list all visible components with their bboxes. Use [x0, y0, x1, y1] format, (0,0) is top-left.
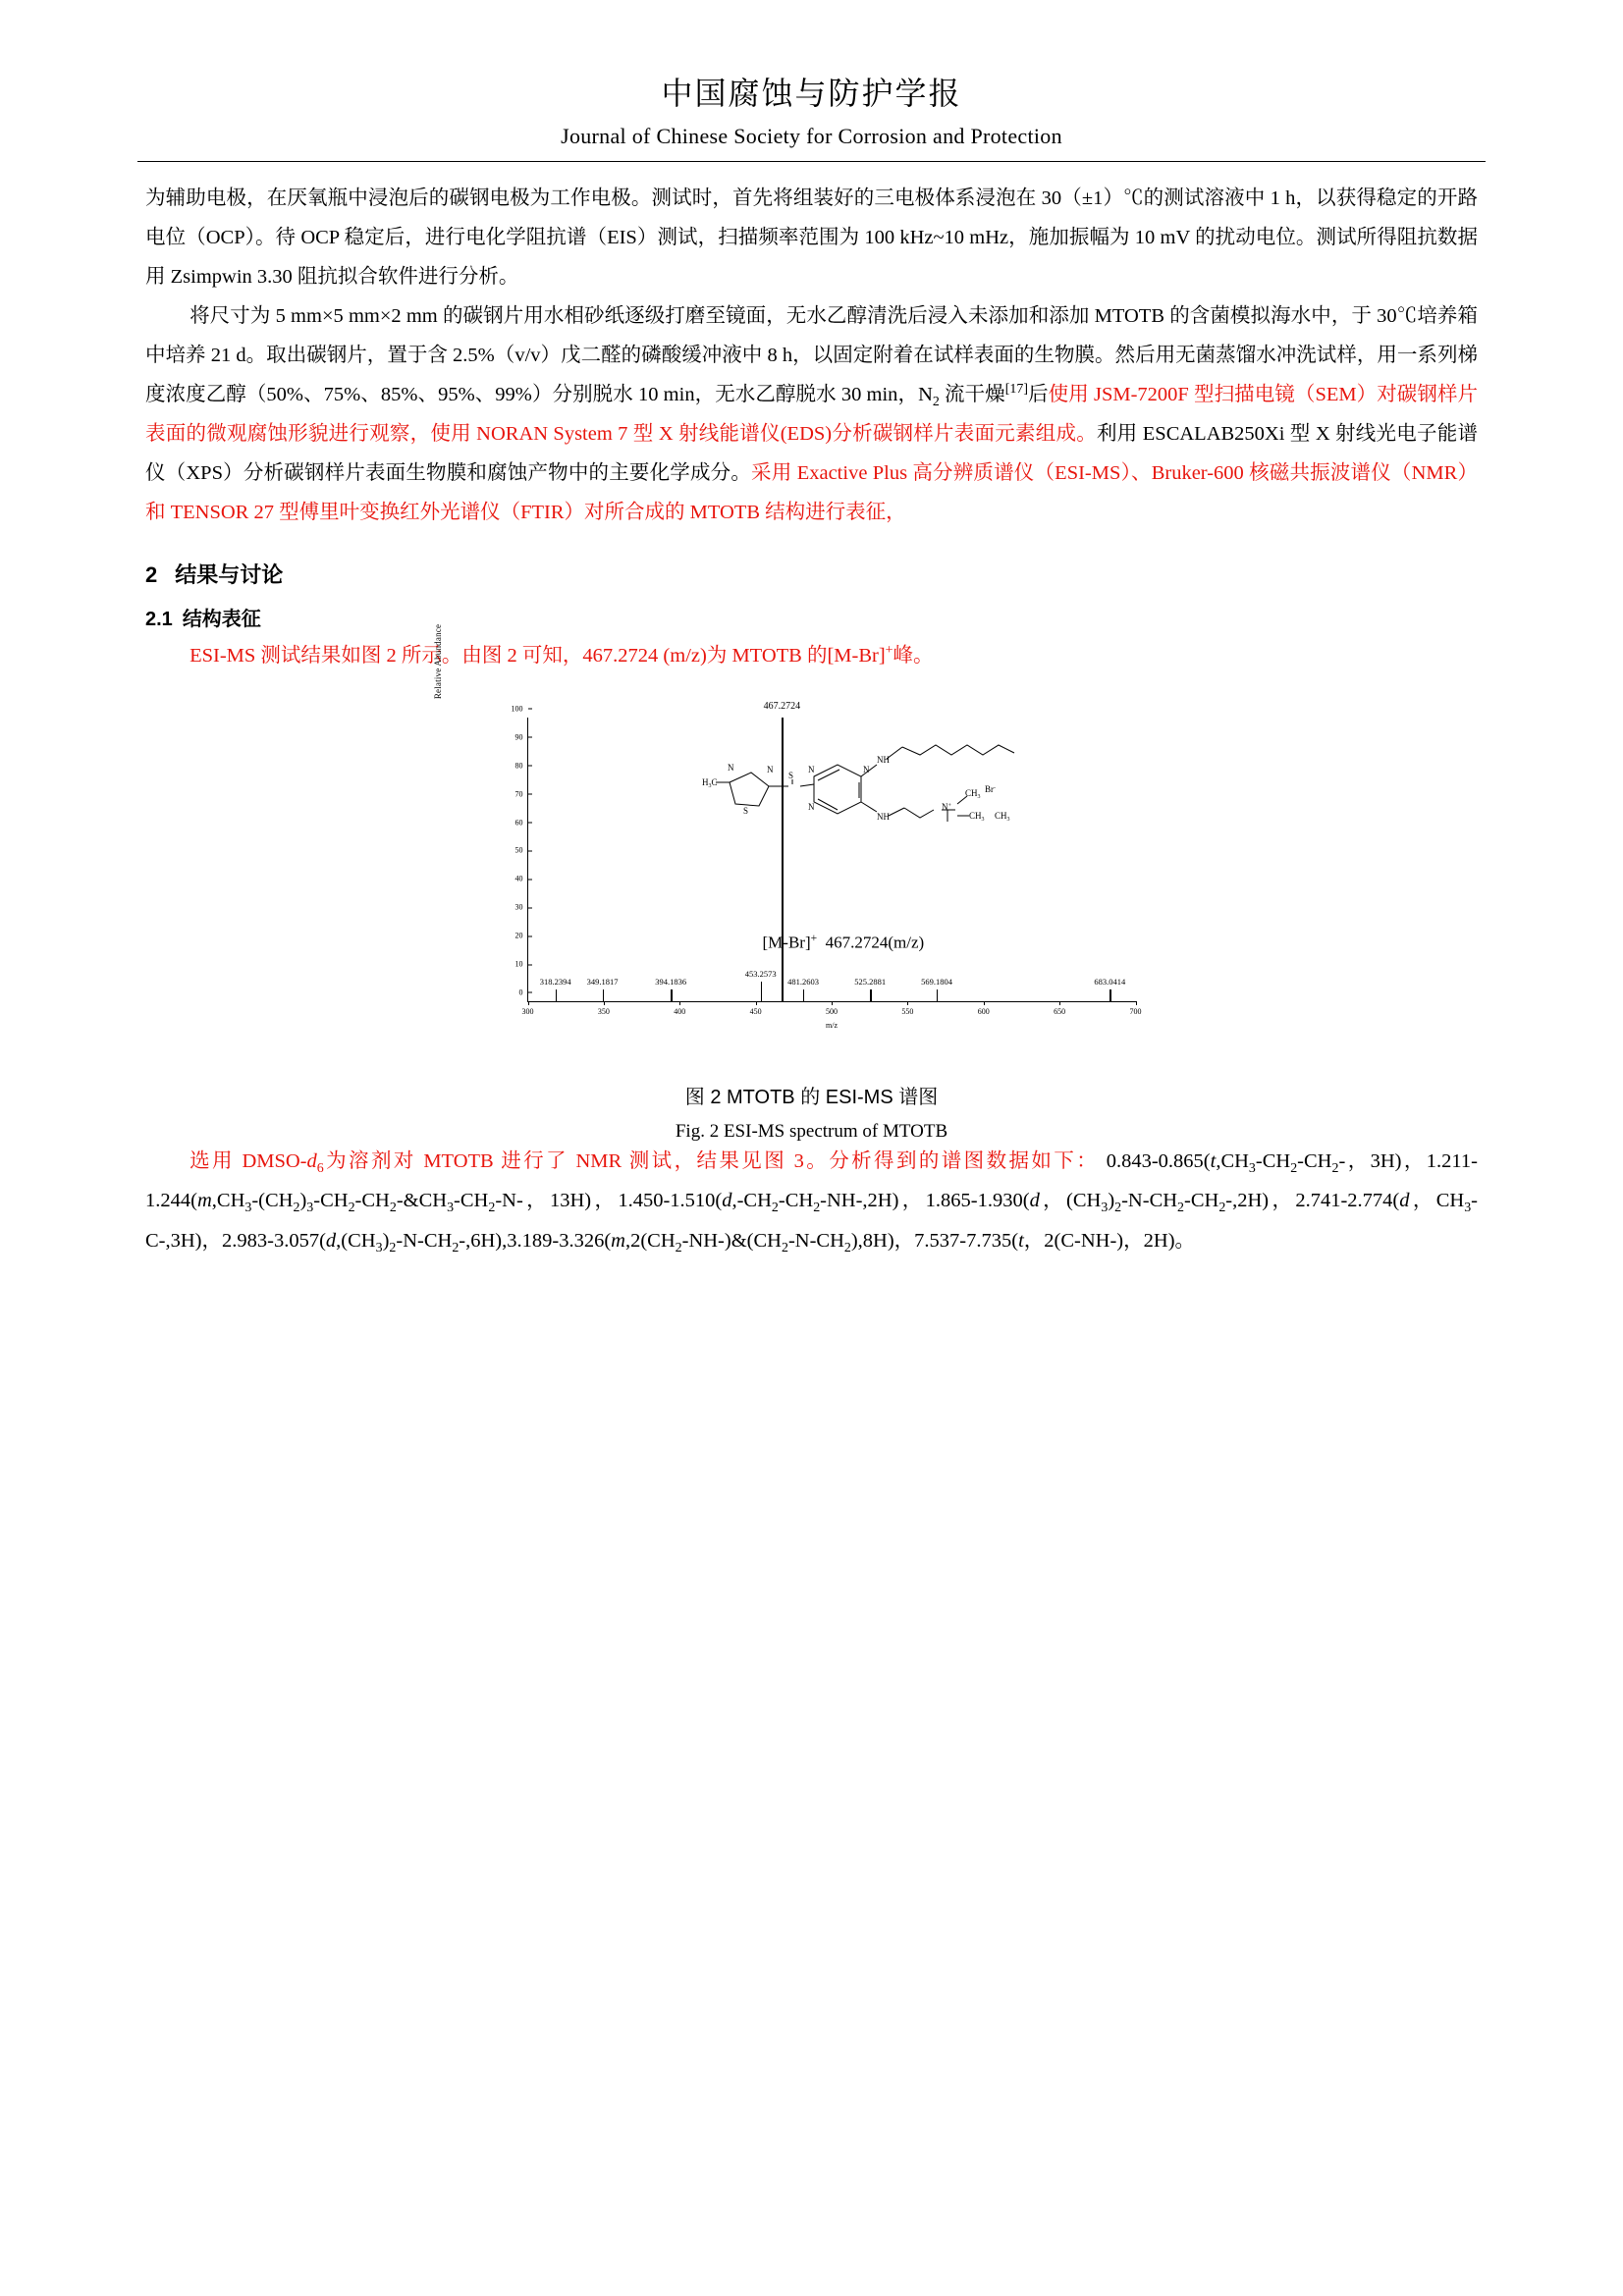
paragraph-esims [145, 637, 1478, 676]
nmr-text-a: 选用 DMSO- [189, 1149, 307, 1172]
struct-label-nh-bottom: NH [876, 811, 890, 822]
citation-17: [17] [1004, 382, 1028, 398]
chart-x-tick: 450 [750, 1001, 762, 1016]
annot-value: 467.2724(m/z) [825, 933, 925, 952]
struct-label-n3: N [807, 764, 814, 774]
chart-peak-label: 525.2881 [854, 977, 887, 988]
section-number: 2 [145, 562, 158, 588]
esims-superscript: + [885, 643, 893, 659]
nmr-data-values: $0.843-0.865(t,CH_3-CH_2-CH_2-$，3H)，$1.211-1.244(m,CH_3-(CH_2)_3-CH_2-CH_2-\&CH_3-CH_2-N-$，13H)，$1.450-1.510(d,-CH_2-CH_2-NH-,2H)$，1.865-1.930(d，$(CH_3)_2-N-CH_2-CH_2-,2H$)，2.741-2.774(d，$CH_3-C-,3H$)，$2.983-3.057(d,(CH_3)_2-N-CH_2-,6H),3.189-3.326(m,2(CH_2-NH-)\&(CH_2-N-CH_2),8H)$，7.537-7.735(t，2(C-NH-)，2H)。 [145, 1149, 1478, 1255]
chart-peak-bar [556, 989, 557, 1001]
struct-label-ch3-a: $CH_3$ [964, 787, 981, 800]
struct-label-n2: N [766, 764, 773, 774]
chart-y-tick: 100 [512, 704, 528, 713]
chart-peak-bar [937, 989, 938, 1001]
chart-y-tick: 10 [515, 960, 528, 969]
struct-label-n5: N [807, 801, 814, 812]
subscript-n2: 2 [932, 394, 940, 409]
struct-label-n-quaternary: N+ [941, 801, 951, 812]
paragraph-methods-electrochemistry [145, 180, 1478, 297]
paragraph-2-text-b: 流干燥 [939, 383, 1005, 405]
chart-peak-label: 453.2573 [744, 968, 777, 979]
struct-label-n4: N [862, 764, 869, 774]
chart-x-tick: 550 [901, 1001, 913, 1016]
nmr-multiplicity: d [1399, 1190, 1410, 1212]
chart-peak-bar [761, 982, 762, 1001]
paragraph-2-red-a: 使用 JSM-7200F 型扫描电镜（SEM）对碳钢样片表面的微观腐蚀形貌进行观察，使用 NORAN System 7 型 X 射线能谱仪(EDS)分析碳钢样片表面元素组成。 [145, 383, 1479, 446]
esims-text-b: 峰。 [893, 645, 934, 667]
nmr-solvent-italic: d [306, 1149, 317, 1172]
paragraph-2-text-a: 将尺寸为 5 mm×5 mm×2 mm 的碳钢片用水相砂纸逐级打磨至镜面，无水乙醇清洗后浸入未添加和添加 MTOTB 的含菌模拟海水中，于 30℃培养箱中培养 21 d。取出碳钢片，置于含 2.5%（v/v）戊二醛的磷酸缓冲液中 8 h，以固定附着在试样表面的生物膜。然后用无菌蒸馏水冲洗试样，用一系列梯度浓度乙醇（50%、75%、85%、95%、99%）分别脱水 10 min，无水乙醇脱水 30 min，N [145, 304, 1478, 405]
nmr-solvent-sub: 6 [316, 1161, 324, 1177]
subsection-number: 2.1 [145, 609, 173, 631]
chart-peak-bar [803, 989, 804, 1001]
annot-mbr: [M-Br] [762, 933, 811, 952]
nmr-multiplicity: t [1018, 1229, 1024, 1252]
struct-label-s1: S [742, 805, 748, 816]
chart-x-tick: 500 [826, 1001, 838, 1016]
nmr-multiplicity: t [1210, 1149, 1217, 1172]
chart-y-tick: 80 [515, 761, 528, 770]
figure-caption-cn: 图 2 MTOTB 的 ESI-MS 谱图 [684, 1086, 939, 1108]
chart-x-tick: 600 [978, 1001, 990, 1016]
chart-y-tick: 50 [515, 846, 528, 855]
struct-label-s2: S [787, 770, 793, 780]
nmr-text-b: 为溶剂对 MTOTB 进行了 NMR 测试，结果见图 3。分析得到的谱图数据如下： [323, 1149, 1100, 1172]
chart-y-tick: 90 [515, 732, 528, 741]
chart-peak-label: 349.1817 [586, 977, 619, 988]
esims-text-a: ESI-MS 测试结果如图 2 所示。由图 2 可知，467.2724 (m/z)为 MTOTB 的[M-Br] [189, 645, 886, 667]
chart-peak-bar [603, 989, 604, 1001]
journal-masthead [0, 0, 1623, 149]
struct-label-nh-top: NH [876, 754, 890, 765]
chart-y-axis-label: Relative Abundance [432, 623, 443, 700]
mtotb-structure-diagram [684, 725, 1048, 858]
chart-x-tick: 350 [598, 1001, 610, 1016]
subsection-heading-structure [145, 603, 1478, 631]
chart-y-tick: 0 [519, 988, 528, 996]
nmr-multiplicity: m [611, 1229, 625, 1252]
paragraph-2-text-d: 利用 ESCALAB250Xi 型 X 射线光电子能谱仪（XPS）分析碳钢样片表面生物膜和腐蚀产物中的主要化学成分。 [145, 423, 1478, 485]
section-heading-results [145, 559, 1478, 589]
chart-peak-label: 394.1836 [655, 977, 687, 988]
paragraph-2-text-c: 后 [1028, 383, 1049, 405]
chart-x-tick: 400 [674, 1001, 685, 1016]
chart-peak-bar [671, 989, 672, 1001]
chart-y-tick: 30 [515, 903, 528, 912]
chart-peak-label: 481.2603 [787, 977, 819, 988]
chart-main-peak-label: 467.2724 [763, 700, 801, 712]
nmr-multiplicity: d [722, 1190, 732, 1212]
nmr-multiplicity: d [325, 1229, 337, 1252]
paragraph-nmr [145, 1143, 1478, 1261]
paragraph-1-text: 为辅助电极，在厌氧瓶中浸泡后的碳钢电极为工作电极。测试时，首先将组装好的三电极体系浸泡在 30（±1）℃的测试溶液中 1 h，以获得稳定的开路电位（OCP）。待 OCP 稳定后，进行电化学阻抗谱（EIS）测试，扫描频率范围为 100 kHz~10 mHz，施加振幅为 10 mV 的扰动电位。测试所得阻抗数据用 Zsimpwin 3.30 阻抗拟合软件进行分析。 [145, 187, 1478, 288]
chart-peak-label: 683.0414 [1094, 977, 1126, 988]
document-body [0, 162, 1623, 1261]
chart-y-tick: 20 [515, 932, 528, 940]
section-title: 结果与讨论 [175, 562, 284, 588]
struct-label-br: Br- [984, 783, 996, 794]
subsection-title: 结构表征 [182, 609, 261, 631]
chart-y-tick: 60 [515, 818, 528, 827]
chart-peak-label: 318.2394 [539, 977, 571, 988]
chart-peak-bar [1109, 989, 1110, 1001]
paragraph-methods-sem [145, 297, 1478, 533]
nmr-multiplicity: m [196, 1190, 212, 1212]
chart-x-tick: 300 [522, 1001, 534, 1016]
nmr-multiplicity: d [1029, 1190, 1040, 1212]
chart-y-tick: 70 [515, 789, 528, 798]
chart-peak-label: 569.1804 [921, 977, 952, 988]
chart-x-axis-label: m/z [826, 1020, 838, 1030]
struct-label-h3c: $H_3C$ [701, 776, 718, 789]
figure-caption-en: Fig. 2 ESI-MS spectrum of MTOTB [675, 1120, 948, 1142]
chart-y-tick: 40 [515, 875, 528, 883]
struct-label-ch3-c: $CH_3$ [994, 810, 1010, 823]
struct-label-n1: N [727, 762, 733, 773]
paragraph-2-red-b: 采用 Exactive Plus 高分辨质谱仪（ESI-MS）、Bruker-600 核磁共振波谱仪（NMR）和 TENSOR 27 型傅里叶变换红外光谱仪（FTIR）对所合成的 MTOTB 结构进行表征， [145, 462, 1478, 524]
journal-title-en: Journal of Chinese Society for Corrosion and Protection [561, 124, 1062, 148]
chart-x-tick: 650 [1054, 1001, 1065, 1016]
chart-peak-bar [870, 989, 871, 1001]
chart-x-tick: 700 [1130, 1001, 1142, 1016]
journal-title-cn: 中国腐蚀与防护学报 [661, 76, 962, 111]
figure-peak-annotation [763, 932, 925, 953]
annot-mbr-charge: + [810, 931, 818, 944]
struct-label-ch3-b: $CH_3$ [968, 810, 985, 823]
